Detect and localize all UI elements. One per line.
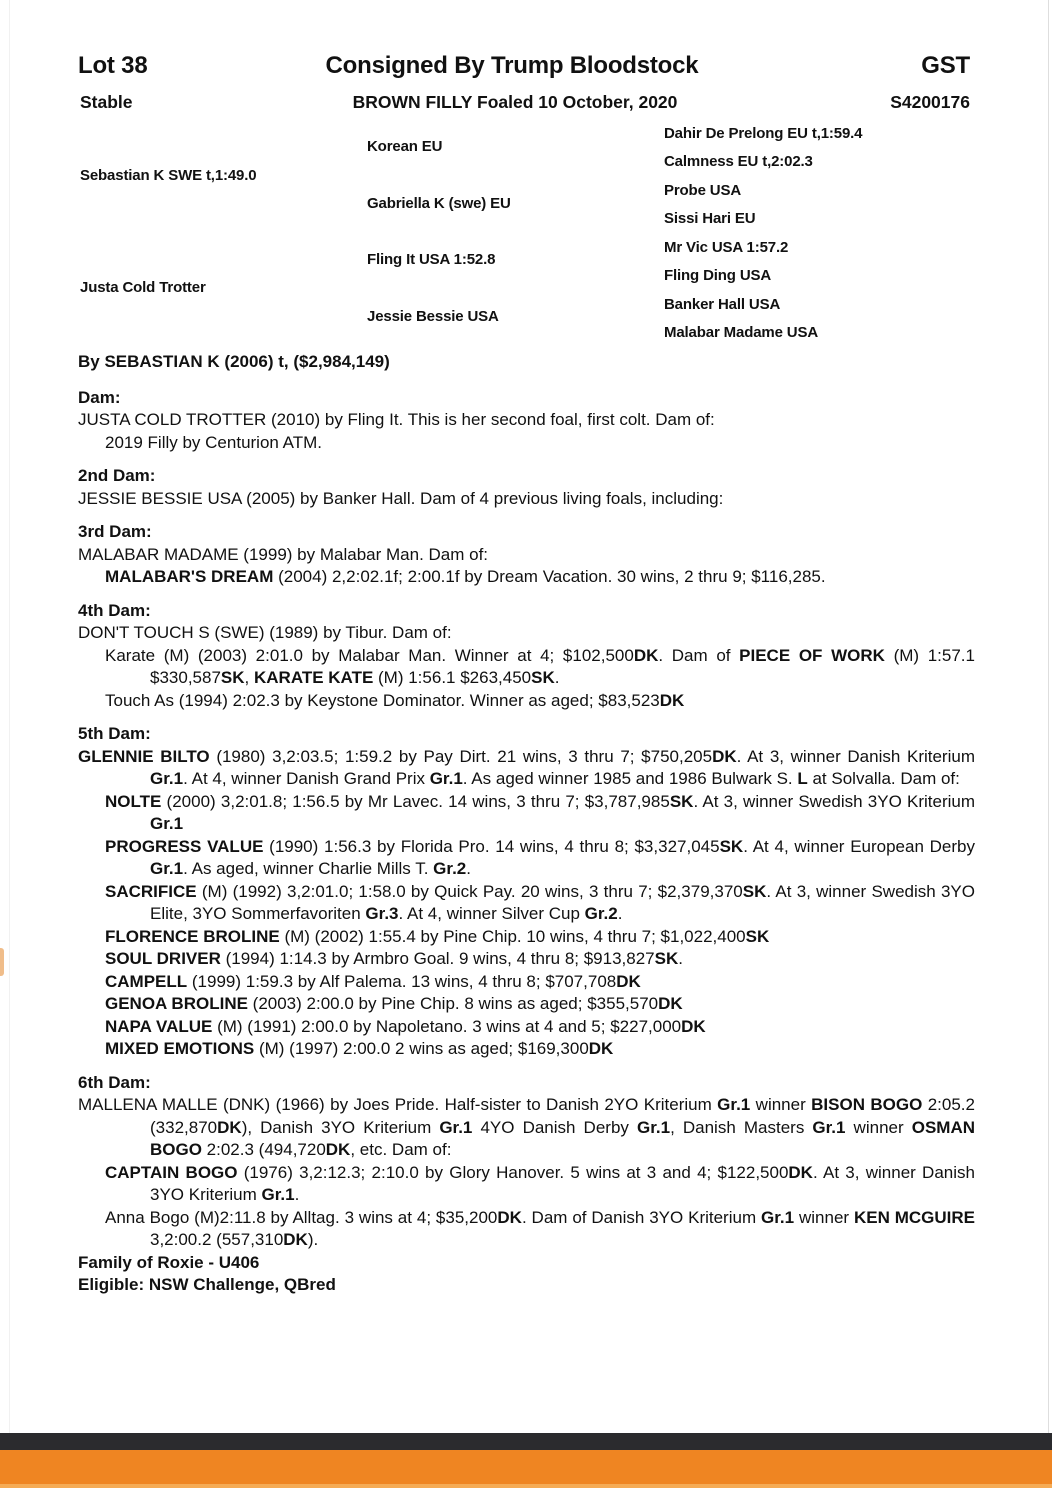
pedigree-gen2-entry: Fling It USA 1:52.8 [367,251,496,268]
pedigree-paragraph: SACRIFICE (M) (1992) 3,2:01.0; 1:58.0 by Quick Pay. 20 wins, 3 thru 7; $2,379,370SK. At 3, winner Swedish 3YO Elite, 3YO Sommerfavoriten Gr.3. At 4, winner Silver Cup Gr.2. [105,881,975,923]
pedigree-gen3-entry: Mr Vic USA 1:57.2 [664,239,789,256]
pedigree-paragraph: Anna Bogo (M)2:11.8 by Alltag. 3 wins at 4; $35,200DK. Dam of Danish 3YO Kriterium Gr.1 winner KEN MCGUIRE 3,2:00.2 (557,310DK). [105,1207,976,1249]
dam-sections [78,387,975,1252]
pedigree-gen3-entry: Banker Hall USA [664,296,781,313]
footer-orange-bar [0,1450,1052,1488]
pedigree-gen3-entry: Probe USA [664,182,741,199]
page-edge-line-right [1048,0,1049,1433]
pedigree-paragraph: 2019 Filly by Centurion ATM. [105,432,322,452]
pedigree-paragraph: PROGRESS VALUE (1990) 1:56.3 by Florida Pro. 14 wins, 4 thru 8; $3,327,045SK. At 4, winner European Derby Gr.1. As aged, winner Charlie Mills T. Gr.2. [105,836,975,878]
pedigree-paragraph: MALABAR MADAME (1999) by Malabar Man. Dam of: [78,544,489,564]
pedigree-paragraph: CAMPELL (1999) 1:59.3 by Alf Palema. 13 wins, 4 thru 8; $707,708DK [105,971,641,991]
family-line: Family of Roxie - U406 [78,1252,260,1272]
stable-label: Stable [80,92,133,112]
section-heading-4th-dam: 4th Dam: [78,600,151,620]
pedigree-gen3-entry: Sissi Hari EU [664,210,756,227]
pedigree-paragraph: SOUL DRIVER (1994) 1:14.3 by Armbro Goal. 9 wins, 4 thru 8; $913,827SK. [105,949,683,968]
pedigree-paragraph: NAPA VALUE (M) (1991) 2:00.0 by Napoletano. 3 wins at 4 and 5; $227,000DK [105,1016,706,1036]
lot-number: Lot 38 [78,52,148,79]
section-heading-6th-dam: 6th Dam: [78,1072,151,1092]
pedigree-paragraph: Touch As (1994) 2:02.3 by Keystone Dominator. Winner as aged; $83,523DK [105,690,685,710]
pedigree-sire: Sebastian K SWE t,1:49.0 [80,167,257,184]
eligible-line: Eligible: NSW Challenge, QBred [78,1275,336,1294]
pedigree-paragraph: Karate (M) (2003) 2:01.0 by Malabar Man. Winner at 4; $102,500DK. Dam of PIECE OF WORK (M) 1:57.1 $330,587SK, KARATE KATE (M) 1:56.1 $263,450SK. [105,645,975,687]
pedigree-gen3-entry: Dahir De Prelong EU t,1:59.4 [664,125,863,142]
pedigree-paragraph: MALLENA MALLE (DNK) (1966) by Joes Pride. Half-sister to Danish 2YO Kriterium Gr.1 winner BISON BOGO 2:05.2 (332,870DK), Danish 3YO Kriterium Gr.1 4YO Danish Derby Gr.1, Danish Masters Gr.1 winner OSMAN BOGO 2:02.3 (494,720DK, etc. Dam of: [78,1095,975,1159]
section-heading-2nd-dam: 2nd Dam: [78,466,156,485]
pedigree-paragraph: DON'T TOUCH S (SWE) (1989) by Tibur. Dam of: [78,623,452,642]
foal-description: BROWN FILLY Foaled 10 October, 2020 [352,92,678,112]
pedigree-paragraph: JESSIE BESSIE USA (2005) by Banker Hall. Dam of 4 previous living foals, including: [78,488,724,508]
left-edge-mark [0,948,4,976]
pedigree-gen3-entry: Fling Ding USA [664,267,772,284]
pedigree-paragraph: JUSTA COLD TROTTER (2010) by Fling It. This is her second foal, first colt. Dam of: [78,410,715,429]
gst-label: GST [921,52,970,79]
section-heading-5th-dam: 5th Dam: [78,724,151,743]
pedigree-details [78,351,975,1297]
pedigree-gen2-entry: Jessie Bessie USA [367,308,499,325]
pedigree-paragraph: MALABAR'S DREAM (2004) 2,2:02.1f; 2:00.1f by Dream Vacation. 30 wins, 2 thru 9; $116,285. [105,567,826,586]
pedigree-dam: Justa Cold Trotter [80,279,206,296]
section-heading-3rd-dam: 3rd Dam: [78,522,152,541]
pedigree-paragraph: GENOA BROLINE (2003) 2:00.0 by Pine Chip. 8 wins as aged; $355,570DK [105,994,683,1013]
pedigree-paragraph: MIXED EMOTIONS (M) (1997) 2:00.0 2 wins as aged; $169,300DK [105,1039,614,1058]
consignor-title: Consigned By Trump Bloodstock [325,52,699,79]
footer-dark-bar [0,1433,1052,1450]
pedigree-paragraph: NOLTE (2000) 3,2:01.8; 1:56.5 by Mr Lavec. 14 wins, 3 thru 7; $3,787,985SK. At 3, winner Swedish 3YO Kriterium Gr.1 [105,791,975,833]
sire-summary: By SEBASTIAN K (2006) t, ($2,984,149) [78,352,390,371]
pedigree-gen3-entry: Calmness EU t,2:02.3 [664,153,813,170]
pedigree-paragraph: FLORENCE BROLINE (M) (2002) 1:55.4 by Pine Chip. 10 wins, 4 thru 7; $1,022,400SK [105,926,770,946]
page-edge-line-left [9,0,10,1433]
pedigree-gen2-entry: Korean EU [367,138,443,155]
pedigree-paragraph: GLENNIE BILTO (1980) 3,2:03.5; 1:59.2 by Pay Dirt. 21 wins, 3 thru 7; $750,205DK. At 3, winner Danish Kriterium Gr.1. At 4, winner Danish Grand Prix Gr.1. As aged winner 1985 and 1986 Bulwark S. L at Solvalla. Dam of: [78,746,975,788]
section-heading-dam: Dam: [78,387,121,407]
pedigree-gen3-entry: Malabar Madame USA [664,324,819,341]
catalogue-id: S4200176 [890,92,970,112]
footer-orange-light-bar [0,1484,1052,1488]
pedigree-gen2-entry: Gabriella K (swe) EU [367,195,511,212]
pedigree-paragraph: CAPTAIN BOGO (1976) 3,2:12.3; 2:10.0 by Glory Hanover. 5 wins at 3 and 4; $122,500DK. At 3, winner Danish 3YO Kriterium Gr.1. [105,1162,975,1204]
